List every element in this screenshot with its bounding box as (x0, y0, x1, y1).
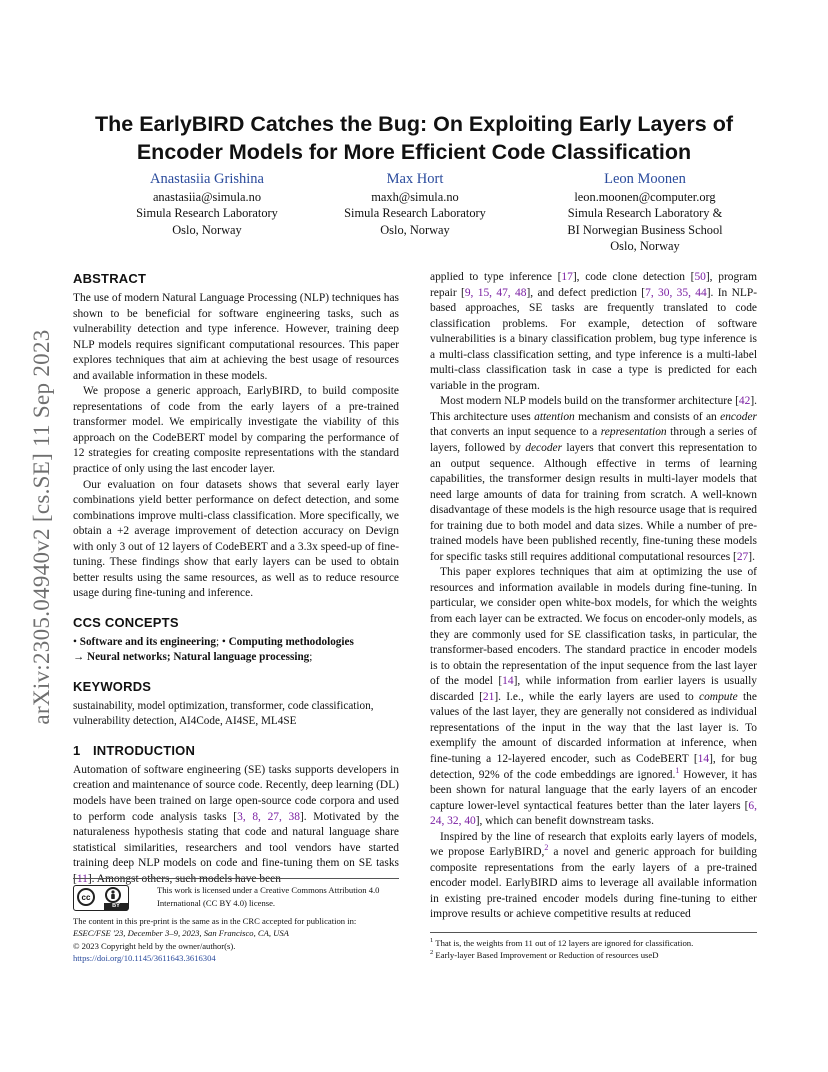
keywords-heading: KEYWORDS (73, 678, 152, 694)
author-location: Oslo, Norway (380, 222, 450, 237)
citation[interactable]: 50 (694, 271, 706, 283)
intro-paragraph-4: Inspired by the line of research that exploits early layers of models, we propose EarlyBIRD,$^2$ a novel and generic approach for building composite representations from the early layers of a pre-trained encoder model. EarlyBIRD aims to leverage all available information in existing pre-trained encoder models during fine-tuning to either improve results or achieve competitive results at reduced (430, 830, 757, 921)
ccs-bullet: • (73, 635, 80, 648)
ccs-concepts (73, 635, 399, 666)
author-email: leon.moonen@computer.org (574, 190, 716, 204)
license-box (73, 878, 399, 909)
intro-paragraph-2: Most modern NLP models build on the transformer architecture [42]. This architecture uses attention mechanism and consists of an encoder that converts an input sequence to a representation through a series of layers, followed by decoder layers that convert this representation to an output sequence. Although effective in terms of learning capabilities, the transformer design results in multi-layer models that need large amounts of data for training from scratch. A well-known disadvantage of these models is the high resource usage that is required for training due to both model and data sizes. While a number of pre-trained models have been published recently, fine-tuning these models for specific tasks still requires additional computational resources [27]. (430, 395, 758, 563)
intro-paragraph-3: This paper explores techniques that aim at optimizing the use of resources and information available in models during fine-tuning. In particular, we consider open white-box models, for which the weights from each layer can be extracted. We focus on encoder-only models, as they are commonly used for SE classification tasks, in particular, the transformer-based encoders. The standard practice in encoder models is to obtain the representation of the input sequence from the last layer of the model [14], while information from earlier layers is usually discarded [21]. I.e., while the early layers are used to compute the values of the last layer, they are generally not considered as individual representations of the input in the way that the last layer is. To exemplify the amount of discarded information at inference, when fine-tuning a 12-layered encoder, such as CodeBERT [14], for bug detection, 92% of the code embeddings are ignored.$^1$ However, it has been shown for natural language that the early layers of an encoder capture lower-level syntactical features better than the later layers [6, 24, 32, 40], which can benefit downstream tasks. (430, 566, 757, 828)
section-number: 1 (73, 742, 81, 758)
abstract-paragraph-2: We propose a generic approach, EarlyBIRD, to build composite representations of code from the early layers of a pre-trained transformer model. We empirically investigate the viability of this approach on the CodeBERT model by comparing the performance of 12 strategies for creating composite representations with the standard practice of only using the last encoder layer. (73, 385, 399, 476)
author-affiliation: Simula Research Laboratory & (567, 206, 723, 221)
citation[interactable]: 9, 15, 47, 48 (464, 286, 527, 299)
footnote-mark: 1 (430, 937, 434, 945)
author-name: Max Hort (386, 171, 444, 187)
intro-paragraph-1-continued: applied to type inference [17], code clone detection [50], program repair [9, 15, 47, 48], and defect prediction [7, 30, 35, 44]. In NLP-based approaches, SE tasks are frequently translated to code classification problems. For example, detection of software vulnerabilities is a binary classification problem, bug type inference is a multi-class classification setting, and type inference is a multi-label multi-class classification task in case a type is predicted for each variable in the program. (430, 271, 758, 392)
citation[interactable]: 17 (561, 271, 573, 283)
abstract-heading: ABSTRACT (73, 271, 147, 286)
author-name: Leon Moonen (604, 171, 686, 187)
citation[interactable]: 3, 8, 27, 38 (237, 810, 300, 823)
ccs-concept: Software and its engineering (79, 635, 216, 648)
intro-heading (73, 742, 399, 759)
author-email: anastasiia@simula.no (152, 190, 262, 204)
arxiv-identifier (22, 292, 62, 762)
right-column (430, 270, 757, 923)
footnotes (430, 932, 757, 962)
cc-by-logo[interactable] (73, 885, 129, 911)
citation[interactable]: 14 (697, 752, 710, 765)
paper-title: The EarlyBIRD Catches the Bug: On Exploiting Early Layers of Encoder Models for More Efficient Code Classification (95, 112, 733, 164)
abstract-paragraph-1: The use of modern Natural Language Processing (NLP) techniques has shown to be beneficial for software engineering tasks, such as vulnerability detection and type inference. However, training deep NLP models requires significant computational resources. This paper explores techniques that aim at achieving the best usage of resources and available information in these models. (73, 292, 399, 382)
left-column (73, 270, 399, 887)
arxiv-id-text: arXiv:2305.04940v2 [cs.SE] 11 Sep 2023 (29, 329, 54, 725)
author-name: Anastasiia Grishina (150, 171, 264, 187)
person-icon (105, 887, 121, 903)
ccs-concept: Neural networks; Natural language processing (86, 651, 310, 664)
footnote-2 (430, 949, 757, 961)
author-block-2 (290, 170, 540, 238)
ccs-arrow: → (73, 651, 87, 664)
citation[interactable]: 6, 24, 32, 40 (430, 799, 757, 828)
publication-info (73, 915, 403, 964)
footnote-mark: 2 (430, 949, 434, 957)
author-block-3 (520, 170, 770, 254)
footnote-text: Early-layer Based Improvement or Reduction of resources useD (433, 950, 659, 961)
citation[interactable]: 27 (736, 550, 749, 563)
keywords-text: sustainability, model optimization, transformer, code classification, vulnerability detection, AI4Code, AI4SE, ML4SE (73, 699, 374, 728)
doi-link[interactable]: https://doi.org/10.1145/3611643.3616304 (73, 952, 216, 963)
ccs-concept: Computing methodologies (228, 635, 354, 648)
ccs-end: ; (309, 651, 313, 664)
author-location: Oslo, Norway (610, 238, 680, 253)
author-location: Oslo, Norway (172, 222, 242, 237)
footnote-1 (430, 937, 757, 949)
cc-icon: cc (77, 888, 95, 906)
author-affiliation-2: BI Norwegian Business School (567, 222, 723, 237)
by-label: BY (104, 903, 128, 910)
citation[interactable]: 11 (76, 872, 88, 885)
footnote-text: That is, the weights from 11 out of 12 layers are ignored for classification. (433, 938, 694, 948)
citation[interactable]: 7, 30, 35, 44 (645, 286, 707, 299)
footnote-ref[interactable]: 2 (544, 843, 549, 853)
intro-paragraph-1: Automation of software engineering (SE) tasks supports developers in creation and maintenance of source code. Recently, deep learning (DL) models have been trained on large open-source code corpora and used to perform code analysis tasks [3, 8, 27, 38]. Motivated by the naturaleness hypothesis stating that code and natural language share statistical similarities, researchers and tool vendors have started training deep NLP models on code and fine-tuning them on SE tasks [11]. Amongst others, such models have been (73, 763, 399, 885)
crc-note: The content in this pre-print is the same as in the CRC accepted for publication in: (73, 916, 357, 926)
author-affiliation: Simula Research Laboratory (344, 206, 486, 221)
citation[interactable]: 21 (482, 690, 495, 703)
venue: ESEC/FSE '23, December 3–9, 2023, San Francisco, CA, USA (73, 928, 289, 939)
footnote-ref[interactable]: 1 (675, 765, 680, 775)
ccs-separator: ; • (215, 635, 229, 648)
abstract-paragraph-3: Our evaluation on four datasets shows that several early layer combinations yield better performance on defect detection, and some combinations improve multi-class classification. More specifically, we obtain a +2 average improvement of detection accuracy on Devign with only 3 out of 12 layers of CodeBERT and a 3.3x speed-up of fine-tuning. These findings show that early layers can be used to obtain better results using the same resources, as well as to reduce resource usage during fine-tuning and inference. (73, 478, 399, 600)
author-affiliation: Simula Research Laboratory (136, 206, 278, 221)
copyright: © 2023 Copyright held by the owner/author(s). (73, 940, 236, 951)
section-title: INTRODUCTION (93, 742, 196, 758)
author-email: maxh@simula.no (371, 190, 459, 204)
ccs-heading: CCS CONCEPTS (73, 614, 179, 630)
continued-text: ]. Amongst others, such models have been (87, 872, 281, 885)
citation[interactable]: 42 (738, 395, 751, 408)
license-text: This work is licensed under a Creative Commons Attribution 4.0 International (CC BY 4.0) license. (157, 885, 380, 908)
citation[interactable]: 14 (502, 675, 514, 688)
